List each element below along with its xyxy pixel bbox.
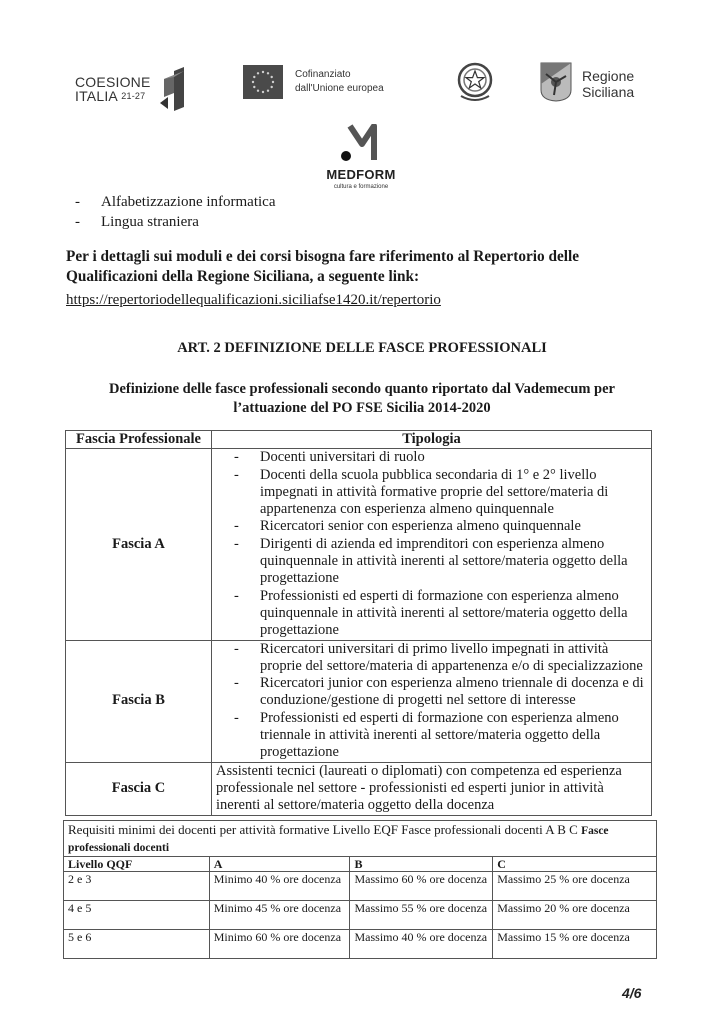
italian-republic-emblem — [455, 60, 495, 104]
medform-m-icon — [340, 124, 384, 166]
table-cell: 2 e 3 — [64, 872, 210, 901]
fascia-label: Fascia B — [66, 640, 212, 762]
table-cell: 5 e 6 — [64, 930, 210, 959]
regione-logo-text: Regione Siciliana — [582, 68, 635, 100]
medform-name: MEDFORM — [326, 167, 396, 182]
column-header: C — [493, 857, 657, 872]
fascia-label: Fascia A — [66, 449, 212, 640]
medform-tagline: cultura e formazione — [333, 184, 389, 190]
table-cell: Massimo 40 % ore docenza — [350, 930, 493, 959]
list-item: - Lingua straniera — [75, 214, 199, 230]
list-item: - Alfabetizzazione informatica — [75, 194, 276, 210]
emblem-icon — [455, 60, 495, 104]
column-header: Tipologia — [212, 431, 652, 449]
table-row — [64, 872, 657, 901]
coesione-logo-text: COESIONE ITALIA $^{21-27}$ — [75, 74, 151, 104]
article-title: ART. 2 DEFINIZIONE DELLE FASCE PROFESSIONALI — [177, 340, 547, 356]
table-row — [66, 762, 652, 815]
list-item: - Professionisti ed esperti di formazione con esperienza almeno quinquennale in attività inerenti al settore/materia oggetto della progettazione — [234, 587, 628, 639]
repertorio-link[interactable]: https://repertoriodellequalificazioni.siciliafse1420.it/repertorio — [66, 292, 441, 308]
table-cell: Massimo 60 % ore docenza — [350, 872, 493, 901]
tipologia-cell: Assistenti tecnici (laureati o diplomati) con competenza ed esperienza professionale nel settore - professionisti ed esperti junior in attività inerenti al settore/materia oggetto della docenza — [212, 762, 652, 815]
list-item: - Ricercatori junior con esperienza almeno triennale di docenza e di conduzione/gestione di progetti nel settore di interesse — [234, 675, 644, 709]
list-item: - Professionisti ed esperti di formazione con esperienza almeno triennale in attività inerenti al settore/materia oggetto della progettazione — [234, 709, 619, 761]
table-cell: Massimo 20 % ore docenza — [493, 901, 657, 930]
column-header: Fascia Professionale — [66, 431, 212, 449]
regione-siciliana-logo — [540, 62, 660, 106]
list-item: - Dirigenti di azienda ed imprenditori con esperienza almeno quinquennale in attività inerenti al settore/materia oggetto della progettazione — [234, 535, 628, 587]
list-item: - Ricercatori universitari di primo livello impegnati in attività proprie del settore/materia di appartenenza e/o di specializzazione — [234, 640, 643, 674]
module-bullet-list — [75, 192, 276, 232]
table-cell: Massimo 55 % ore docenza — [350, 901, 493, 930]
fasce-professionali-table — [65, 430, 652, 816]
coesione-italia-logo — [75, 72, 195, 112]
eu-cofinanced-logo — [243, 65, 403, 101]
trinacria-shield-icon — [540, 62, 572, 102]
table-row — [66, 640, 652, 762]
table-cell: Massimo 15 % ore docenza — [493, 930, 657, 959]
fascia-label: Fascia C — [66, 762, 212, 815]
requisiti-docenti-table — [63, 820, 657, 959]
list-item: - Docenti della scuola pubblica secondaria di 1° e 2° livello impegnati in attività formative proprie del settore/materia di appartenenza con esperienza almeno quinquennale — [234, 466, 609, 518]
table-header-row — [66, 431, 652, 449]
eu-logo-text: Cofinanziato dall'Unione europea — [295, 69, 384, 94]
tipologia-cell — [212, 449, 652, 640]
page-number: 4/6 — [622, 985, 642, 1001]
article-subtitle: Definizione delle fasce professionali secondo quanto riportato dal Vademecum per l’attuazione del PO FSE Sicilia 2014-2020 — [108, 381, 615, 416]
table-header-row — [64, 857, 657, 872]
list-item: - Ricercatori senior con esperienza almeno quinquennale — [234, 518, 581, 535]
table-caption: Requisiti minimi dei docenti per attività formative Livello EQF Fasce professionali docenti A B C Fasce professionali docenti — [64, 821, 657, 857]
eu-flag-icon — [243, 65, 283, 99]
details-paragraph: Per i dettagli sui moduli e dei corsi bisogna fare riferimento al Repertorio delle Qualificazioni della Regione Siciliana, a seguente link: — [66, 248, 580, 285]
table-cell: Minimo 45 % ore docenza — [209, 901, 350, 930]
medform-logo — [318, 124, 408, 196]
table-cell: Minimo 60 % ore docenza — [209, 930, 350, 959]
table-cell: 4 e 5 — [64, 901, 210, 930]
column-header: Livello QQF — [64, 857, 210, 872]
list-item: - Docenti universitari di ruolo — [234, 449, 425, 466]
table-cell: Massimo 25 % ore docenza — [493, 872, 657, 901]
table-row — [64, 901, 657, 930]
table-cell: Minimo 40 % ore docenza — [209, 872, 350, 901]
table-row — [66, 449, 652, 640]
column-header: A — [209, 857, 350, 872]
tipologia-cell — [212, 640, 652, 762]
table-caption-row — [64, 821, 657, 857]
coesione-mark-icon — [160, 67, 192, 113]
table-row — [64, 930, 657, 959]
column-header: B — [350, 857, 493, 872]
